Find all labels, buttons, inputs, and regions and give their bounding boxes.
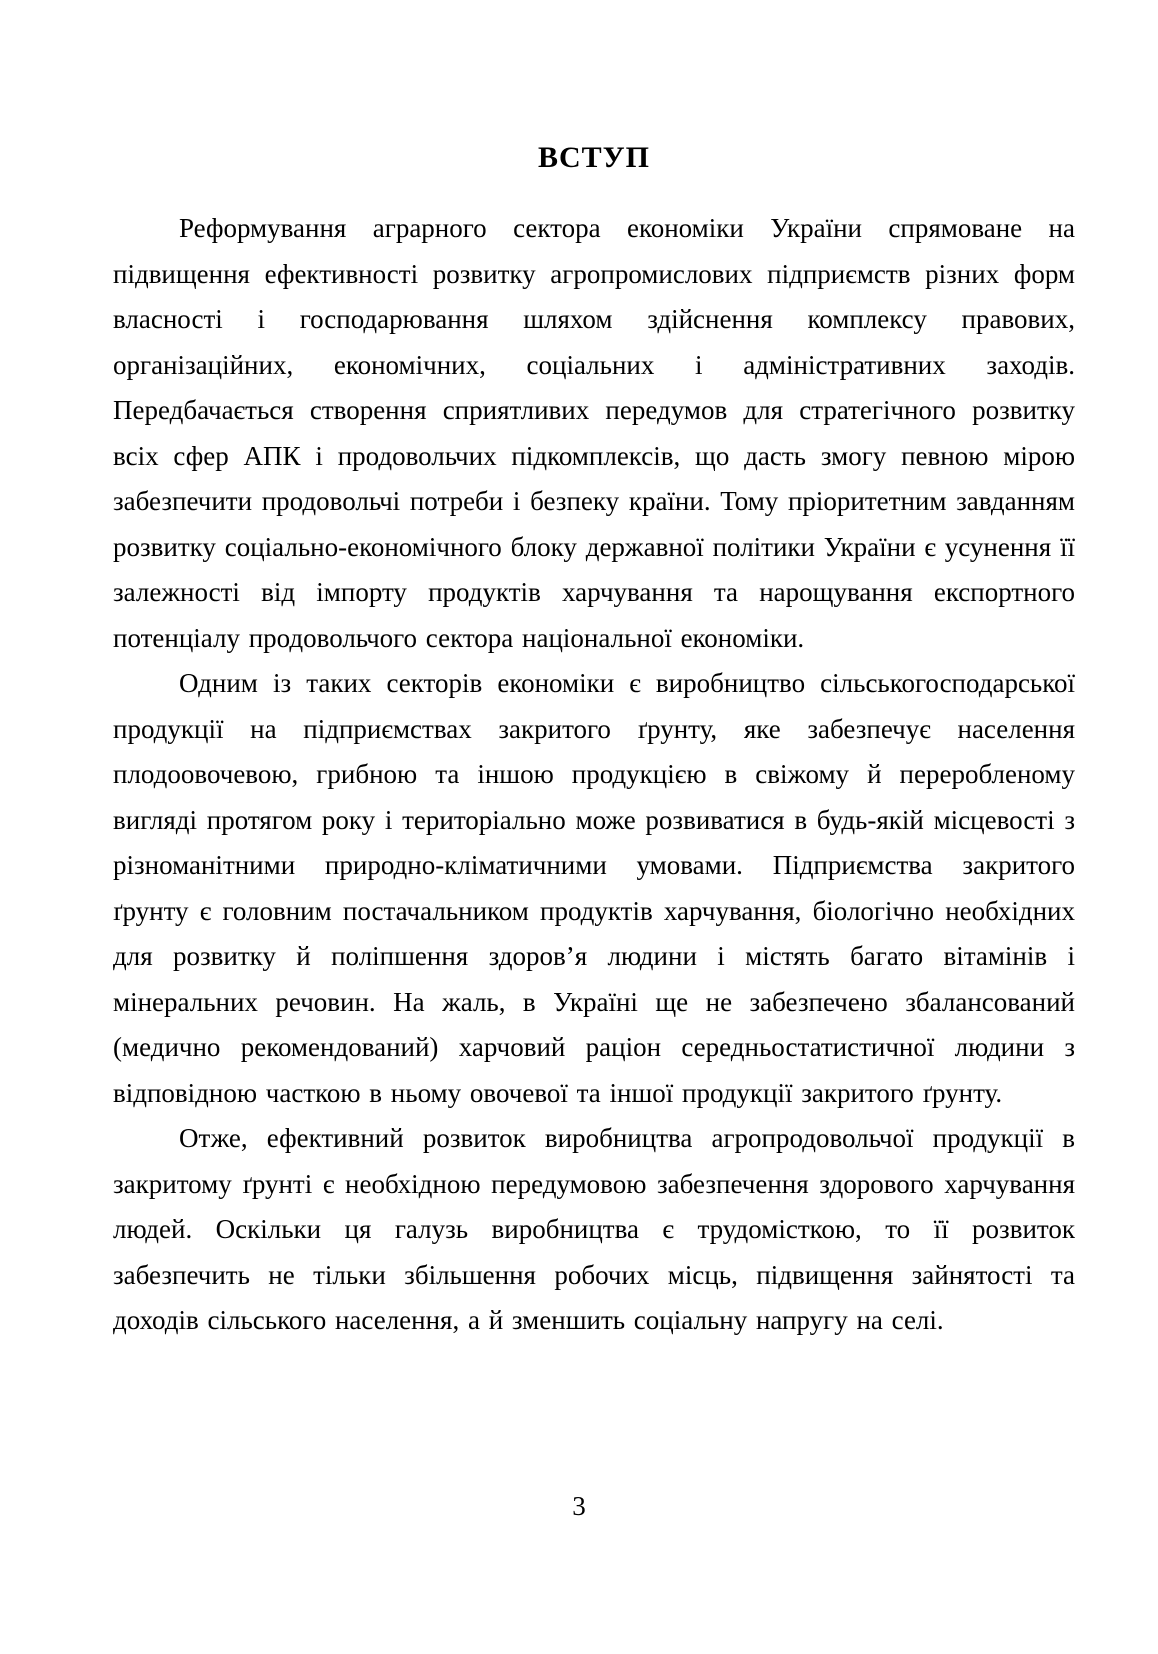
paragraph-intro-reform: Реформування аграрного сектора економіки України спрямоване на підвищення ефективності розвитку агропромислових підприємств різних форм власності і господарювання шляхом здійснення комплексу правових, організаційних, економічних, соціальних і адміністративних заходів. Передбачається створення сприятливих передумов для стратегічного розвитку всіх сфер АПК і продовольчих підкомплексів, що дасть змогу певною мірою забезпечити продовольчі потреби і безпеку країни. Тому пріоритетним завданням розвитку соціально-економічного блоку державної політики України є усунення її залежності від імпорту продуктів харчування та нарощування експортного потенціалу продовольчого сектора національної економіки. bbox=[113, 213, 1075, 653]
document-body bbox=[113, 206, 1075, 1344]
paragraph-greenhouse-sector: Одним із таких секторів економіки є виробництво сільськогосподарської продукції на підприємствах закритого ґрунту, яке забезпечує населення плодоовочевою, грибною та іншою продукцією в свіжому й переробленому вигляді протягом року і територіально може розвиватися в будь-якій місцевості з різноманітними природно-кліматичними умовами. Підприємства закритого ґрунту є головним постачальником продуктів харчування, біологічно необхідних для розвитку й поліпшення здоров’я людини і містять багато вітамінів і мінеральних речовин. На жаль, в Україні ще не забезпечено збалансований (медично рекомендований) харчовий раціон середньостатистичної людини з відповідною часткою в ньому овочевої та іншої продукції закритого ґрунту. bbox=[113, 668, 1075, 1108]
page-number: 3 bbox=[572, 1491, 586, 1521]
paragraph-conclusion: Отже, ефективний розвиток виробництва агропродовольчої продукції в закритому ґрунті є необхідною передумовою забезпечення здорового харчування людей. Оскільки ця галузь виробництва є трудомісткою, то її розвиток забезпечить не тільки збільшення робочих місць, підвищення зайнятості та доходів сільського населення, а й зменшить соціальну напругу на селі. bbox=[113, 1123, 1075, 1335]
page-title: ВСТУП bbox=[537, 141, 651, 174]
